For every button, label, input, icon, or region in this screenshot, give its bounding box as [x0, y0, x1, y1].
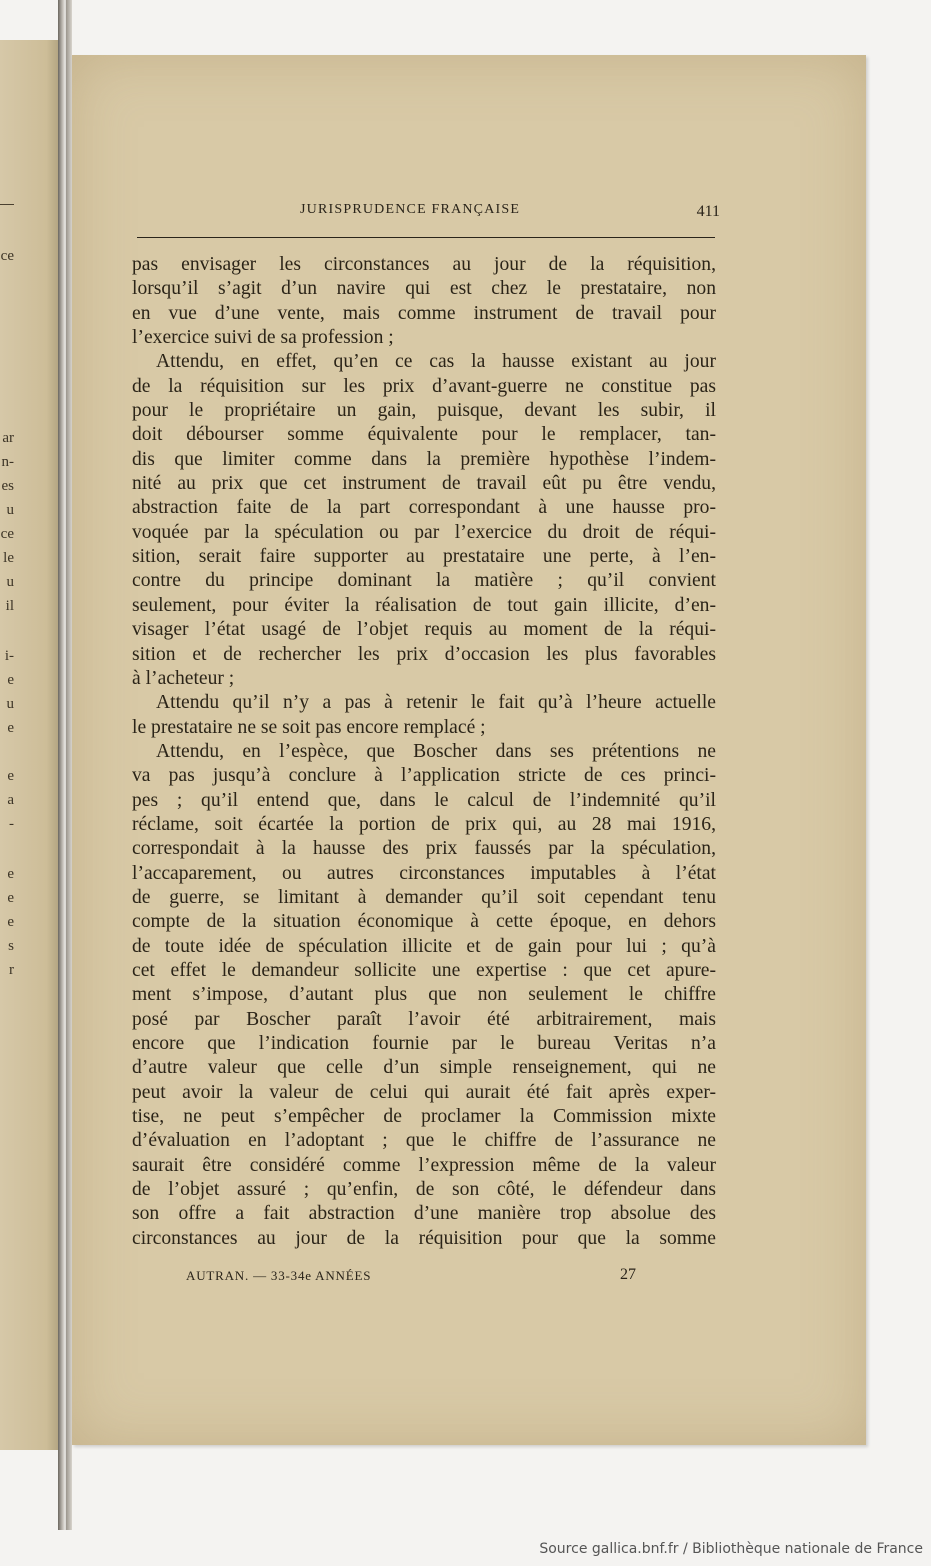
text-line: Attendu, en l’espèce, que Boscher dans ses prétentions ne — [156, 740, 716, 762]
text-line: d’évaluation en l’adoptant ; que le chiffre de l’assurance ne — [132, 1130, 716, 1152]
text-line: lorsqu’il s’agit d’un navire qui est chez le prestataire, non — [132, 278, 716, 300]
text-line: de la réquisition sur les prix d’avant-guerre ne constitue pas — [132, 375, 716, 397]
facing-page-fragment: s — [8, 938, 14, 954]
sheet-number: 27 — [620, 1266, 636, 1283]
text-line: de l’objet assuré ; qu’enfin, de son côté, le défendeur dans — [132, 1179, 716, 1201]
text-line: tise, ne peut s’empêcher de proclamer la Commission mixte — [132, 1106, 716, 1128]
text-line: de guerre, se limitant à demander qu’il soit cependant tenu — [132, 886, 716, 908]
facing-page-fragment: ar — [2, 430, 14, 446]
text-line: sition et de rechercher les prix d’occasion les plus favorables — [132, 643, 716, 665]
text-line: l’accaparement, ou autres circonstances imputables à l’état — [132, 862, 716, 884]
text-line: nité au prix que cet instrument de travail eût pu être vendu, — [132, 473, 716, 495]
text-line: posé par Boscher paraît l’avoir été arbitrairement, mais — [132, 1008, 716, 1030]
text-line: va pas jusqu’à conclure à l’application stricte de ces princi- — [132, 765, 716, 787]
facing-page-fragment: u — [6, 574, 14, 590]
page-number: 411 — [696, 203, 720, 220]
facing-page-fragment: e — [7, 720, 14, 736]
facing-page-fragment: - — [9, 816, 14, 832]
text-line: d’autre valeur que celle d’un simple renseignement, qui ne — [132, 1057, 716, 1079]
scanned-page — [72, 55, 866, 1445]
text-line: contre du principe dominant la matière ; qu’il convient — [132, 570, 716, 592]
running-title: JURISPRUDENCE FRANÇAISE — [300, 202, 521, 217]
facing-page-fragment: u — [6, 696, 14, 712]
text-line: Attendu qu’il n’y a pas à retenir le fait qu’à l’heure actuelle — [156, 692, 716, 714]
source-credit: Source gallica.bnf.fr / Bibliothèque nationale de France — [539, 1541, 923, 1557]
facing-page-fragment: ce — [0, 526, 14, 542]
text-line: en vue d’une vente, mais comme instrument de travail pour — [132, 302, 716, 324]
facing-page-fragment: n- — [1, 454, 14, 470]
text-line: saurait être considéré comme l’expression même de la valeur — [132, 1154, 716, 1176]
facing-page-fragment: i- — [4, 648, 14, 664]
text-line: correspondait à la hausse des prix faussés par la spéculation, — [132, 838, 716, 860]
text-line: doit débourser somme équivalente pour le remplacer, tan- — [132, 424, 716, 446]
text-line: voquée par la spéculation ou par l’exercice du droit de réqui- — [132, 521, 716, 543]
text-line: réclame, soit écartée la portion de prix qui, au 28 mai 1916, — [132, 813, 716, 835]
facing-page-fragment: le — [3, 550, 14, 566]
text-line: Attendu, en effet, qu’en ce cas la hausse existant au jour — [156, 351, 716, 373]
text-line: de toute idée de spéculation illicite et de gain pour lui ; qu’à — [132, 935, 716, 957]
facing-page-edge — [0, 40, 58, 1450]
text-line: peut avoir la valeur de celui qui aurait été fait après exper- — [132, 1081, 716, 1103]
text-line: pour le propriétaire un gain, puisque, devant les subir, il — [132, 400, 716, 422]
facing-page-rule — [0, 204, 14, 205]
text-line: à l’acheteur ; — [132, 667, 235, 689]
facing-page-fragment: r — [9, 962, 14, 978]
facing-page-fragment: e — [7, 914, 14, 930]
facing-page-fragment: es — [1, 478, 14, 494]
text-line: abstraction faite de la part correspondant à une hausse pro- — [132, 497, 716, 519]
header-rule — [137, 237, 715, 238]
text-line: visager l’état usagé de l’objet requis au moment de la réqui- — [132, 619, 716, 641]
text-line: l’exercice suivi de sa profession ; — [132, 327, 394, 349]
facing-page-fragment: e — [7, 672, 14, 688]
facing-page-fragment: e — [7, 890, 14, 906]
facing-page-fragment: il — [5, 598, 14, 614]
text-line: pes ; qu’il entend que, dans le calcul de l’indemnité qu’il — [132, 789, 716, 811]
text-line: le prestataire ne se soit pas encore remplacé ; — [132, 716, 486, 738]
text-line: pas envisager les circonstances au jour de la réquisition, — [132, 254, 716, 275]
text-line: son offre a fait abstraction d’une manière trop absolue des — [132, 1203, 716, 1225]
text-line: circonstances au jour de la réquisition pour que la somme — [132, 1227, 716, 1249]
text-line: seulement, pour éviter la réalisation de tout gain illicite, d’en- — [132, 594, 716, 616]
facing-page-fragment: a — [7, 792, 14, 808]
facing-page-fragment: u — [6, 502, 14, 518]
text-line: encore que l’indication fournie par le bureau Veritas n’a — [132, 1033, 716, 1054]
text-line: ment s’impose, d’autant plus que non seulement le chiffre — [132, 984, 716, 1006]
sheet-signature: AUTRAN. — 33-34e ANNÉES — [186, 1268, 372, 1283]
text-line: compte de la situation économique à cette époque, en dehors — [132, 911, 716, 933]
facing-page-fragment: e — [7, 768, 14, 784]
facing-page-fragment: e — [7, 866, 14, 882]
text-line: sition, serait faire supporter au prestataire une perte, à l’en- — [132, 546, 716, 568]
text-line: dis que limiter comme dans la première hypothèse l’indem- — [132, 448, 716, 470]
facing-page-fragment: ce — [0, 248, 14, 264]
body-text — [132, 253, 716, 1251]
text-line: cet effet le demandeur sollicite une expertise : que cet apure- — [132, 959, 716, 981]
